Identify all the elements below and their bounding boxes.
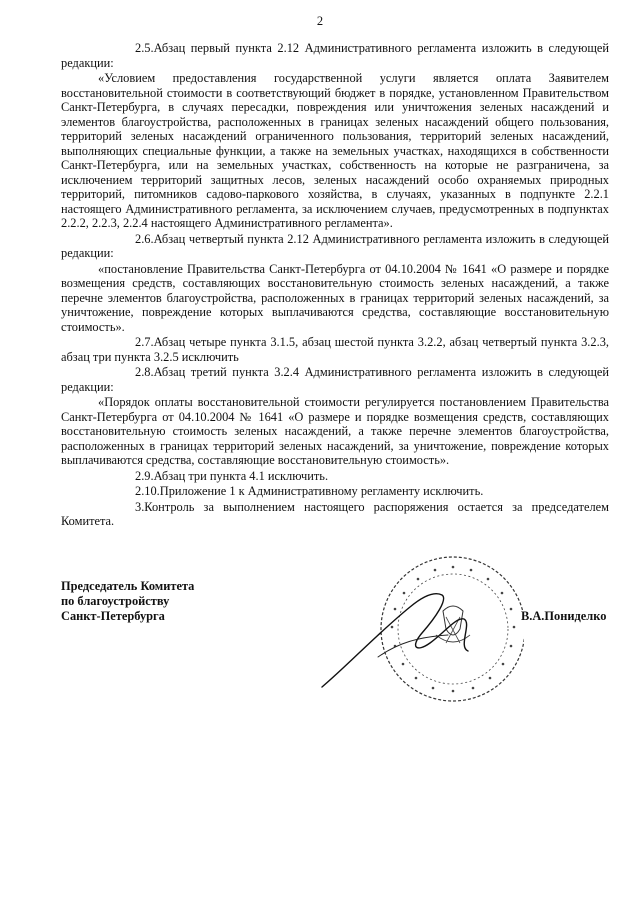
item-text: «Условием предоставления государственной услуги является оплата Заявителем восстановительной стоимости в соответствующий бюджет в порядке, установленном Правительством Санкт-Петербурга, в случаях пересадки, повреждения или уничтожения зеленых насаждений и элементов благоустройства, расположенных в границах зеленых насаждений общего пользования, территорий зеленых насаждений ограниченного пользования, территорий зеленых насаждений, выполняющих специальные функции, а также на земельных участках, находящихся в собственности Санкт-Петербурга, или на земельных участках, собственность на которые не разграничена, за исключением территорий защитных лесов, зеленых насаждений особо охраняемых природных территорий, питомников садово-паркового хозяйства, в случаях, указанных в подпункте 2.2.1 настоящего Административного регламента, за исключением случаев, предусмотренных в подпунктах 2.2.2, 2.2.3, 2.2.4 настоящего Административного регламента». (61, 71, 609, 230)
paragraph-2-8-quote (61, 395, 609, 468)
seal-lettering-dots (391, 566, 516, 693)
item-number: 2.8. (135, 365, 154, 379)
document-body (61, 40, 609, 529)
paragraph-2-5 (61, 41, 609, 70)
page-number: 2 (316, 14, 324, 28)
item-text: Абзац первый пункта 2.12 Административного регламента изложить в следующей редакции: (61, 41, 609, 70)
item-number: 2.9. (135, 468, 154, 483)
signatory-title (61, 579, 194, 624)
item-text: Абзац три пункта 4.1 исключить. (153, 468, 329, 483)
signatory-title-line: Председатель Комитета (61, 579, 195, 593)
signatory-name: В.А.Пониделко (521, 609, 607, 623)
item-text: Абзац третий пункта 3.2.4 Административного регламента изложить в следующей редакции: (61, 365, 609, 394)
item-text: «постановление Правительства Санкт-Петербурга от 04.10.2004 № 1641 «О размере и порядке возмещения средств, составляющих восстановительную стоимость зеленых насаждений, а также перечне элементов благоустройства, расположенных в границах территорий зеленых насаждений, за уничтожение, повреждение которых выплачиваются средства, составляющие восстановительную стоимость». (61, 261, 609, 334)
paragraph-2-6-quote (61, 262, 609, 335)
item-text: Приложение 1 к Административному регламенту исключить. (159, 484, 484, 498)
paragraph-2-6 (61, 232, 609, 261)
paragraph-3 (61, 500, 609, 529)
item-text: Контроль за выполнением настоящего распоряжения остается за председателем Комитета. (61, 499, 609, 528)
item-number: 2.10. (135, 484, 160, 498)
item-text: Абзац четвертый пункта 2.12 Административного регламента изложить в следующей редакции: (61, 231, 609, 260)
item-number: 2.7. (135, 335, 154, 349)
paragraph-2-7 (61, 335, 609, 364)
seal-inner-ring (398, 574, 508, 684)
item-number: 3. (135, 499, 145, 514)
seal-stamp-with-signature (318, 547, 524, 705)
item-number: 2.5. (135, 41, 154, 55)
signatory-title-line: по благоустройству (61, 594, 170, 608)
item-text: «Порядок оплаты восстановительной стоимости регулируется постановлением Правительства Санкт-Петербурга от 04.10.2004 № 1641 «О размере и порядке возмещения средств, составляющих восстановительную стоимость зеленых насаждений, а также перечне элементов благоустройства, расположенных в границах территорий зеленых насаждений, за уничтожение, повреждение которых выплачиваются средства, составляющие восстановительную стоимость». (61, 395, 609, 467)
paragraph-2-9 (61, 469, 609, 484)
item-text: Абзац четыре пункта 3.1.5, абзац шестой пункта 3.2.2, абзац четвертый пункта 3.2.3, абзац три пункта 3.2.5 исключить (61, 335, 609, 364)
signatory-title-line: Санкт-Петербурга (61, 609, 165, 623)
paragraph-2-10 (61, 484, 609, 499)
paragraph-2-5-quote (61, 71, 609, 231)
item-number: 2.6. (135, 231, 154, 246)
paragraph-2-8 (61, 365, 609, 394)
